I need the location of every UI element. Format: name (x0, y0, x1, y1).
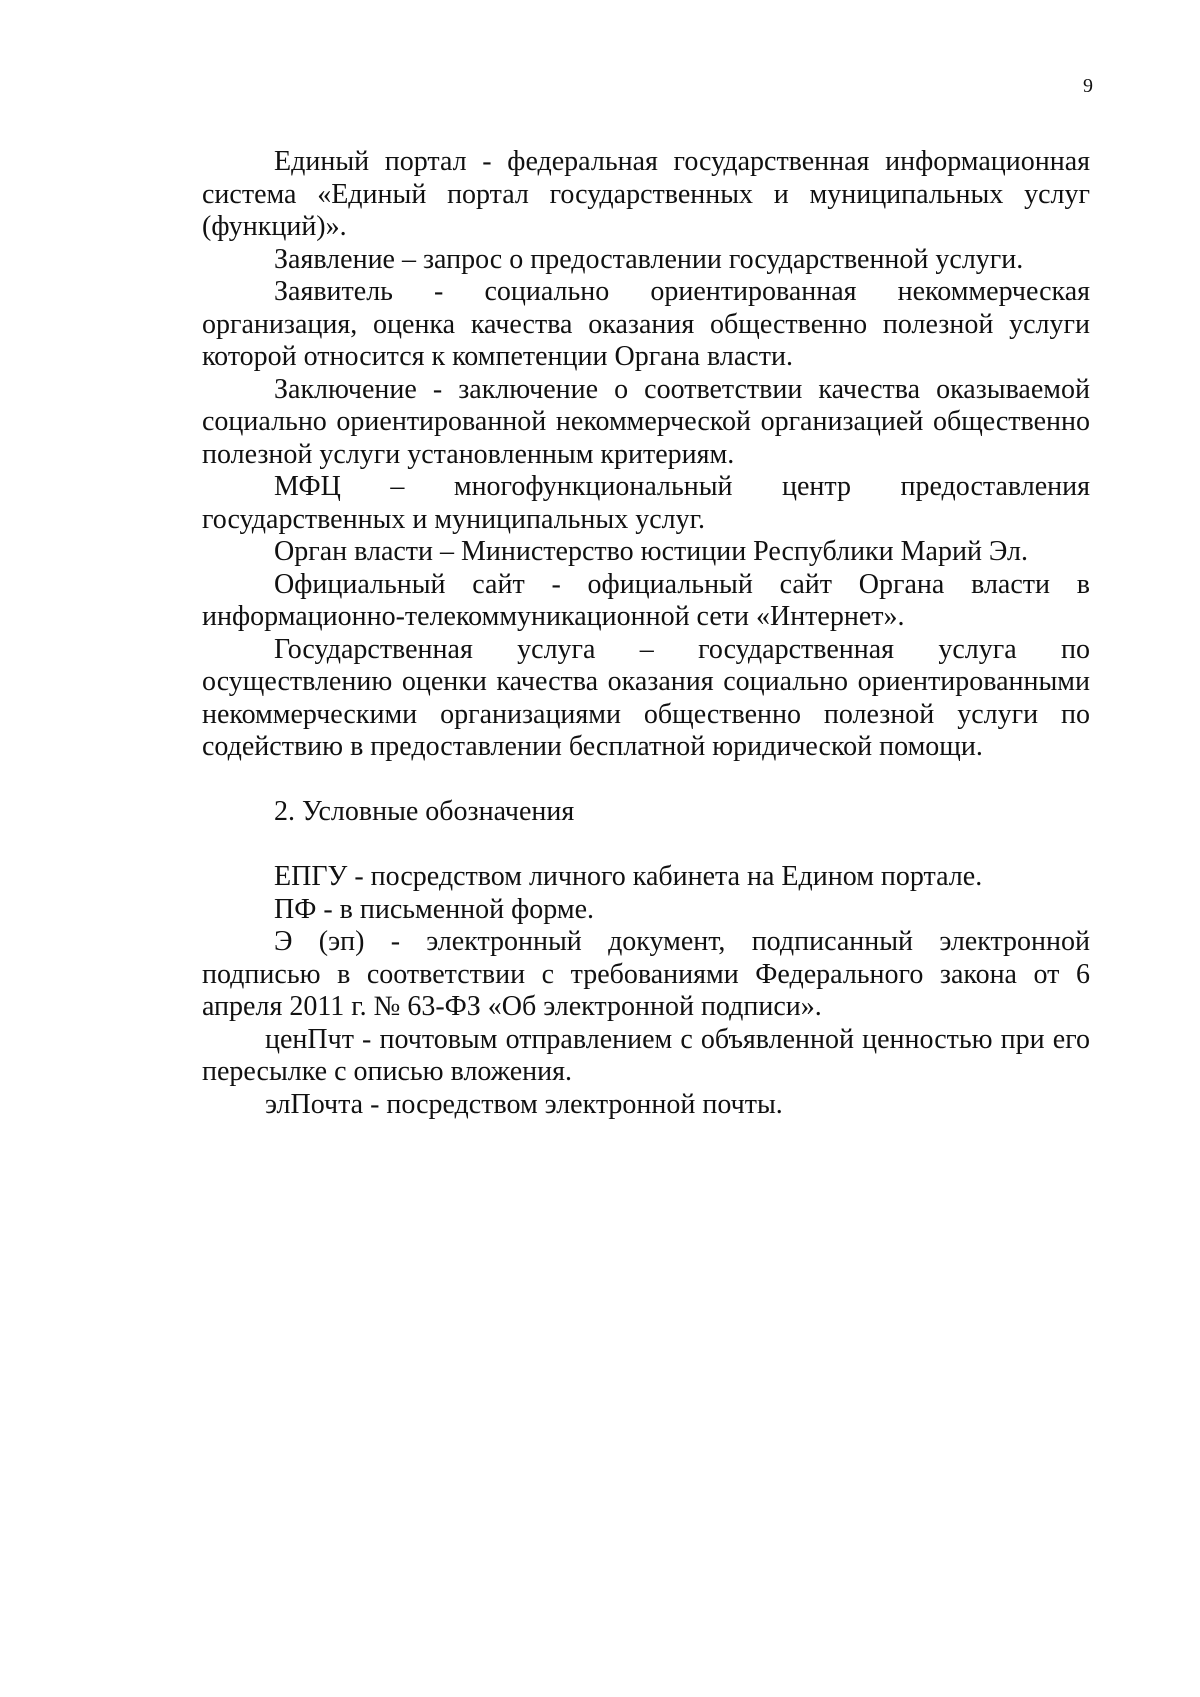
page-content (202, 146, 1090, 1121)
definition-zayavitel: Заявитель - социально ориентированная некоммерческая организация, оценка качества оказания общественно полезной услуги которой относится к компетенции Органа власти. (202, 276, 1090, 372)
definition-gosudarstvennaya-usluga: Государственная услуга – государственная услуга по осуществлению оценки качества оказания социально ориентированными некоммерческими организациями общественно полезной услуги по содействию в предоставлении бесплатной юридической помощи. (202, 633, 1090, 762)
spacer (202, 764, 1090, 797)
definition-zayavlenie: Заявление – запрос о предоставлении государственной услуги. (274, 243, 1024, 275)
abbreviation-ep: Э (эп) - электронный документ, подписанный электронной подписью в соответствии с требованиями Федерального закона от 6 апреля 2011 г. № 63-ФЗ «Об электронной подписи». (202, 926, 1090, 1022)
abbreviation-epgu: ЕПГУ - посредством личного кабинета на Едином портале. (274, 861, 983, 892)
definition-oficialnyi-sait: Официальный сайт - официальный сайт Органа власти в информационно-телекоммуникационной сети «Интернет». (202, 568, 1090, 632)
definition-edinyi-portal: Единый портал - федеральная государственная информационная система «Единый портал государственных и муниципальных услуг (функций)». (202, 146, 1090, 242)
definition-mfc: МФЦ – многофункциональный центр предоставления государственных и муниципальных услуг. (202, 471, 1090, 535)
abbreviation-pf: ПФ - в письменной форме. (274, 893, 595, 925)
spacer (202, 829, 1090, 862)
page-number: 9 (1083, 75, 1093, 97)
section-heading: 2. Условные обозначения (274, 796, 575, 827)
abbreviation-elpochta: элПочта - посредством электронной почты. (265, 1088, 783, 1120)
abbreviation-cenpcht: ценПчт - почтовым отправлением с объявленной ценностью при его пересылке с описью вложения. (202, 1023, 1090, 1087)
definition-organ-vlasti: Орган власти – Министерство юстиции Республики Марий Эл. (274, 536, 1029, 567)
definition-zaklyuchenie: Заключение - заключение о соответствии качества оказываемой социально ориентированной некоммерческой организацией общественно полезной услуги установленным критериям. (202, 373, 1090, 470)
